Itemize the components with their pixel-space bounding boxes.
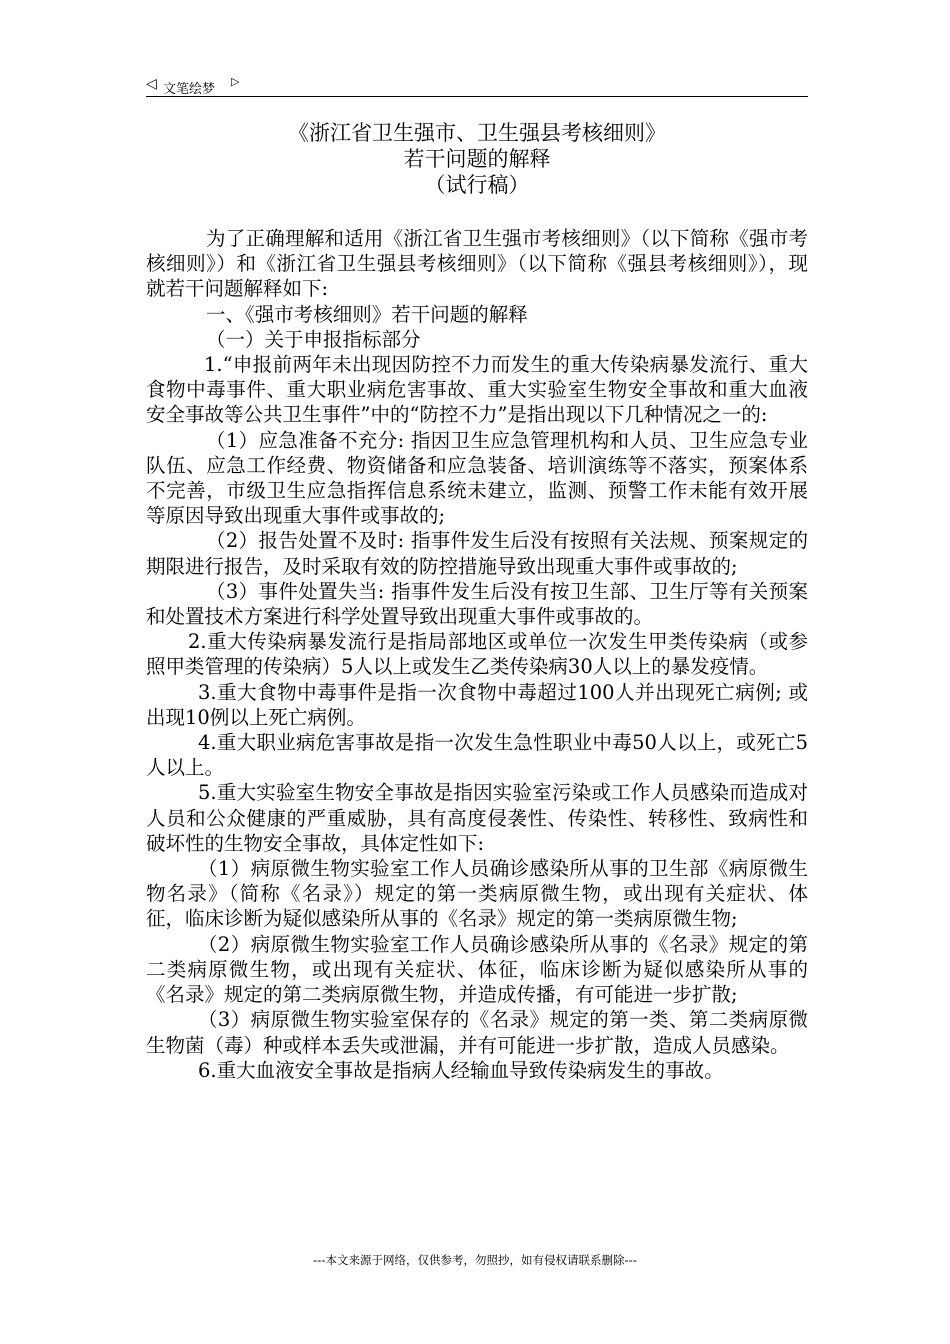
title-line-2: 若干问题的解释 bbox=[403, 147, 551, 171]
document-body bbox=[146, 226, 808, 1083]
triangle-left-icon: ◁ bbox=[146, 76, 157, 92]
body-paragraph: 1.“申报前两年未出现因防控不力而发生的重大传染病暴发流行、重大食物中毒事件、重大职业病危害事故、重大实验室生物安全事故和重大血液安全事故等公共卫生事件”中的“防控不力”是指出现以下几种情况之一的: bbox=[146, 353, 808, 427]
header-brand: 文笔绘梦 bbox=[163, 82, 216, 97]
body-paragraph: （3）病原微生物实验室保存的《名录》规定的第一类、第二类病原微生物菌（毒）种或样本丢失或泄漏，并有可能进一步扩散，造成人员感染。 bbox=[146, 1008, 808, 1057]
document-title bbox=[146, 120, 808, 198]
body-paragraph: 为了正确理解和适用《浙江省卫生强市考核细则》（以下简称《强市考核细则》）和《浙江省卫生强县考核细则》（以下简称《强县考核细则》），现就若干问题解释如下: bbox=[146, 227, 808, 301]
body-paragraph: 一、《强市考核细则》若干问题的解释 bbox=[206, 302, 528, 326]
body-paragraph: （2）病原微生物实验室工作人员确诊感染所从事的《名录》规定的第二类病原微生物，或出现有关症状、体征，临床诊断为疑似感染所从事的《名录》规定的第二类病原微生物，并造成传播，有可能进一步扩散; bbox=[146, 932, 808, 1007]
title-line-1: 《浙江省卫生强市、卫生强县考核细则》 bbox=[288, 121, 666, 145]
body-paragraph: （一）关于申报指标部分 bbox=[206, 327, 421, 351]
body-paragraph: 2.重大传染病暴发流行是指局部地区或单位一次发生甲类传染病（或参照甲类管理的传染病）5人以上或发生乙类传染病30人以上的暴发疫情。 bbox=[146, 630, 808, 679]
body-paragraph: 6.重大血液安全事故是指病人经输血导致传染病发生的事故。 bbox=[198, 1058, 724, 1082]
body-paragraph: （1）应急准备不充分: 指因卫生应急管理机构和人员、卫生应急专业队伍、应急工作经费、物资储备和应急装备、培训演练等不落实，预案体系不完善，市级卫生应急指挥信息系统未建立，监测、预警工作未能有效开展等原因导致出现重大事件或事故的; bbox=[146, 428, 808, 528]
body-paragraph: （1）病原微生物实验室工作人员确诊感染所从事的卫生部《病原微生物名录》（简称《名录》）规定的第一类病原微生物，或出现有关症状、体征，临床诊断为疑似感染所从事的《名录》规定的第一类病原微生物; bbox=[146, 857, 808, 931]
body-paragraph: （2）报告处置不及时: 指事件发生后没有按照有关法规、预案规定的期限进行报告，及时采取有效的防控措施导致出现重大事件或事故的; bbox=[146, 529, 808, 578]
body-paragraph: 5.重大实验室生物安全事故是指因实验室污染或工作人员感染而造成对人员和公众健康的严重威胁，具有高度侵袭性、传染性、转移性、致病性和破坏性的生物安全事故，具体定性如下: bbox=[146, 781, 808, 855]
title-line-3: （试行稿） bbox=[424, 173, 530, 197]
page-footer: ---本文来源于网络，仅供参考，勿照抄，如有侵权请联系删除--- bbox=[313, 1253, 637, 1267]
body-paragraph: 4.重大职业病危害事故是指一次发生急性职业中毒50人以上，或死亡5人以上。 bbox=[146, 731, 808, 780]
page-header bbox=[146, 74, 808, 97]
triangle-right-icon: ▷ bbox=[231, 75, 240, 88]
body-paragraph: （3）事件处置失当: 指事件发生后没有按卫生部、卫生厅等有关预案和处置技术方案进行科学处置导致出现重大事件或事故的。 bbox=[146, 579, 808, 629]
body-paragraph: 3.重大食物中毒事件是指一次食物中毒超过100人并出现死亡病例; 或出现10例以上死亡病例。 bbox=[146, 680, 808, 729]
